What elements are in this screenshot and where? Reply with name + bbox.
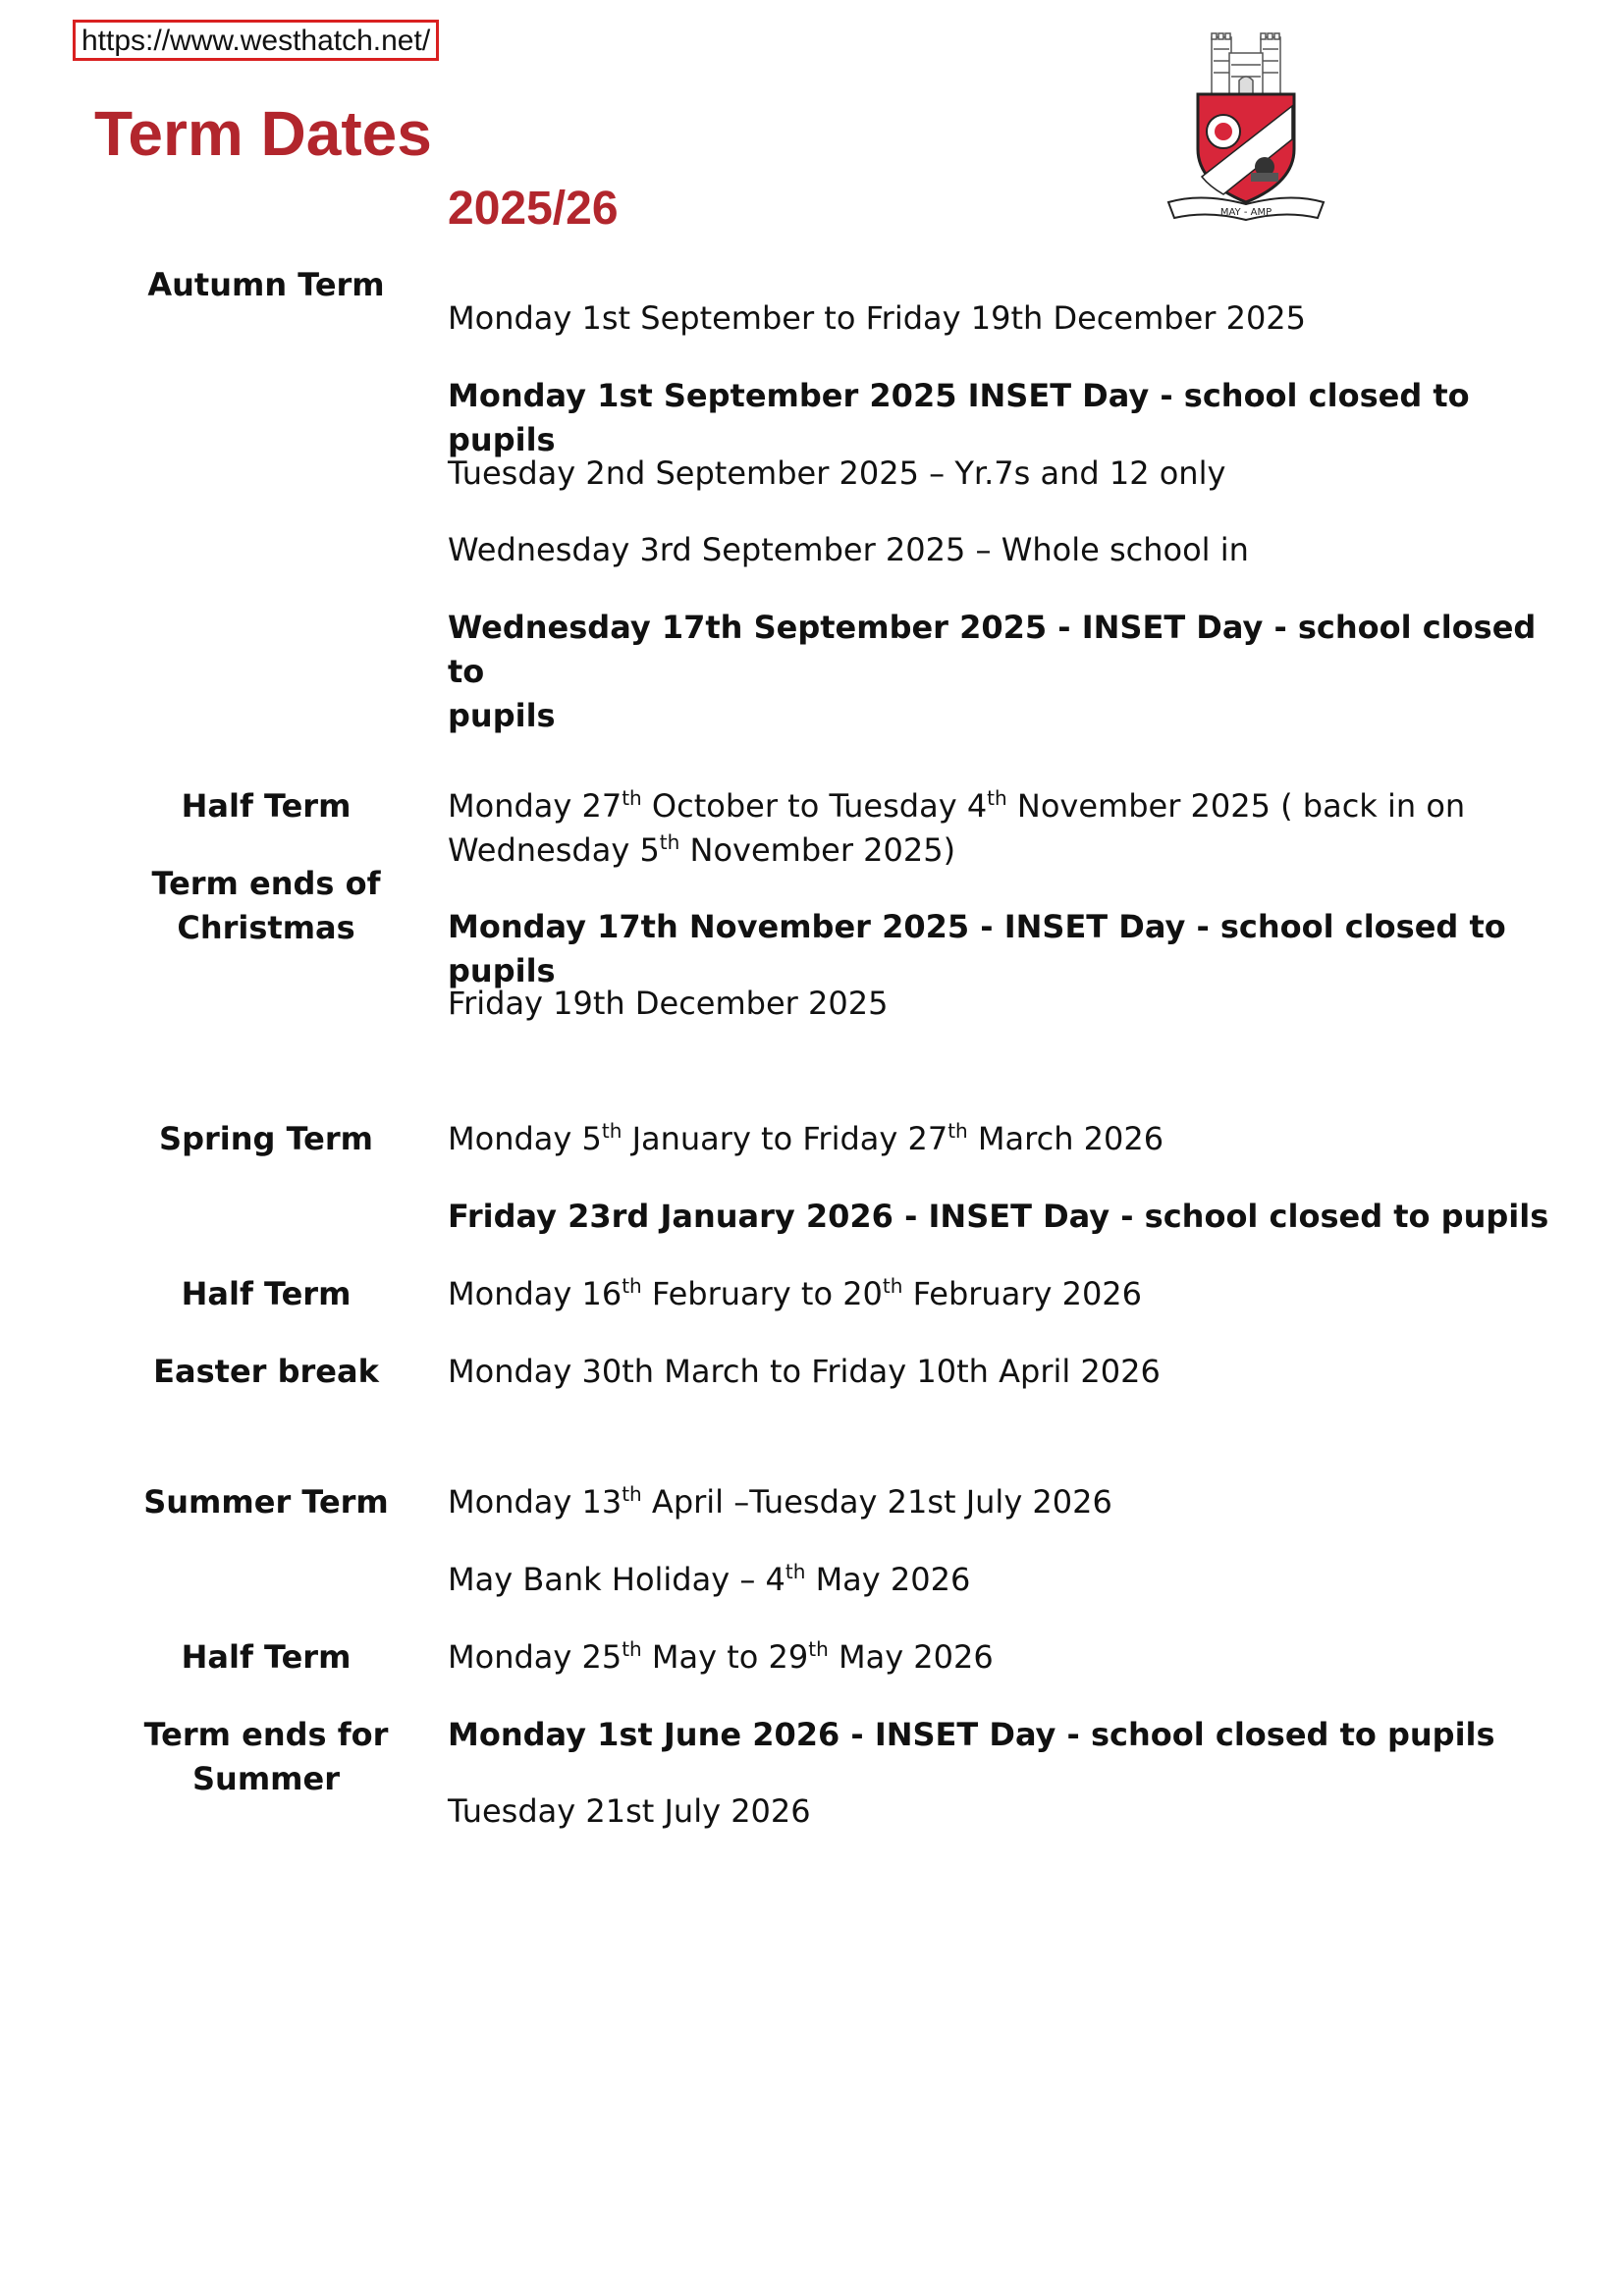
- label-half-term-autumn: Half Term: [181, 787, 352, 825]
- school-crest-logo: [1163, 29, 1329, 224]
- easter-break-dates: Monday 30th March to Friday 10th April 2026: [448, 1353, 1161, 1390]
- label-spring-term: Spring Term: [159, 1120, 373, 1157]
- autumn-inset-day-3: Monday 17th November 2025 - INSET Day - school closed to pupils: [448, 908, 1506, 989]
- spring-half-term-dates: Monday 16th February to 20th February 2026: [448, 1274, 1143, 1312]
- shield-icon: [1198, 94, 1294, 202]
- autumn-inset-day-1: Monday 1st September 2025 INSET Day - school closed to pupils: [448, 377, 1470, 458]
- label-easter-break: Easter break: [153, 1353, 379, 1390]
- autumn-half-term-dates: Monday 27th October to Tuesday 4th November 2025 ( back in on Wednesday 5th November 2025): [448, 786, 1466, 869]
- spring-term-dates: Monday 5th January to Friday 27th March 2026: [448, 1119, 1164, 1157]
- source-url-link[interactable]: https://www.westhatch.net/: [73, 20, 439, 61]
- christmas-term-end-date: Friday 19th December 2025: [448, 985, 889, 1022]
- may-bank-holiday: May Bank Holiday – 4th May 2026: [448, 1560, 971, 1598]
- autumn-first-day-yr7-12: Tuesday 2nd September 2025 – Yr.7s and 12 only: [448, 454, 1226, 492]
- label-autumn-term: Autumn Term: [147, 266, 385, 303]
- autumn-whole-school-in: Wednesday 3rd September 2025 – Whole school in: [448, 531, 1249, 568]
- summer-term-dates: Monday 13th April –Tuesday 21st July 2026: [448, 1482, 1112, 1521]
- label-half-term-spring: Half Term: [181, 1275, 352, 1312]
- summer-term-end-date: Tuesday 21st July 2026: [448, 1792, 811, 1830]
- page-title: Term Dates: [94, 98, 432, 169]
- label-term-ends-christmas: Term ends of Christmas: [151, 865, 381, 946]
- summer-inset-day: Monday 1st June 2026 - INSET Day - school closed to pupils: [448, 1716, 1495, 1753]
- crest-motto: MAY - AMP: [1219, 207, 1272, 218]
- autumn-inset-day-2: Wednesday 17th September 2025 - INSET Day - school closed to pupils: [448, 609, 1537, 734]
- academic-year: 2025/26: [448, 183, 619, 235]
- autumn-term-dates: Monday 1st September to Friday 19th December 2025: [448, 299, 1307, 337]
- label-summer-term: Summer Term: [143, 1483, 389, 1521]
- castle-icon: [1212, 33, 1280, 94]
- spring-inset-day: Friday 23rd January 2026 - INSET Day - school closed to pupils: [448, 1198, 1549, 1235]
- label-term-ends-summer: Term ends for Summer: [143, 1716, 389, 1797]
- label-half-term-summer: Half Term: [181, 1638, 352, 1676]
- summer-half-term-dates: Monday 25th May to 29th May 2026: [448, 1637, 994, 1676]
